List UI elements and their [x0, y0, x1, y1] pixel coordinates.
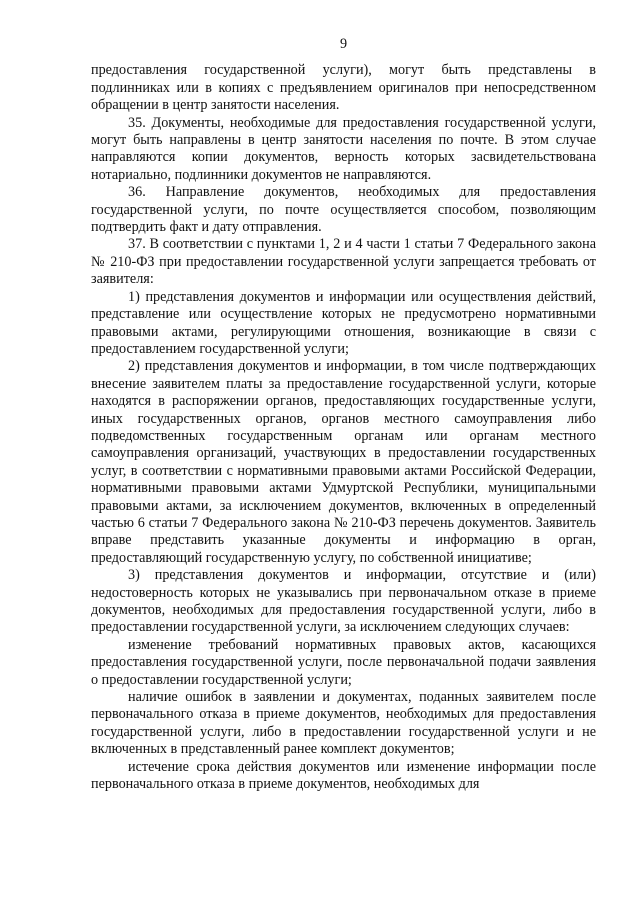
- exception-case-2: наличие ошибок в заявлении и документах, поданных заявителем после первоначального отказа в приеме документов, необходимых для предоставления государственной услуги, либо в предоставлении государственной услуги и не включенных в представленный ранее комплект документов;: [91, 689, 596, 758]
- paragraph-36: 36. Направление документов, необходимых для предоставления государственной услуги, по почте осуществляется способом, позволяющим подтвердить факт и дату отправления.: [91, 184, 596, 236]
- paragraph-37-item-1: 1) представления документов и информации или осуществления действий, представление или осуществление которых не предусмотрено нормативными правовыми актами, регулирующими отношения, возникающие в связи с предоставлением государственной услуги;: [91, 288, 596, 357]
- exception-case-1: изменение требований нормативных правовых актов, касающихся предоставления государственной услуги, после первоначальной подачи заявления о предоставлении государственной услуги;: [91, 636, 596, 688]
- paragraph-37-item-3: 3) представления документов и информации, отсутствие и (или) недостоверность которых не указывались при первоначальном отказе в приеме документов, необходимых для предоставления государственной услуги, либо в предоставлении государственной услуги, за исключением следующих случаев:: [91, 567, 596, 636]
- paragraph-35: 35. Документы, необходимые для предоставления государственной услуги, могут быть направлены в центр занятости населения по почте. В этом случае направляются копии документов, верность которых засвидетельствована нотариально, подлинники документов не направляются.: [91, 114, 596, 183]
- exception-case-3: истечение срока действия документов или изменение информации после первоначального отказа в приеме документов, необходимых для: [91, 758, 596, 793]
- paragraph-continuation: предоставления государственной услуги), могут быть представлены в подлинниках или в копиях с предъявлением оригиналов при непосредственном обращении в центр занятости населения.: [91, 62, 596, 114]
- document-page: [91, 36, 596, 793]
- page-number: 9: [339, 36, 348, 52]
- paragraph-37-item-2: 2) представления документов и информации, в том числе подтверждающих внесение заявителем платы за предоставление государственной услуги, которые находятся в распоряжении органов, предоставляющих государственные услуги, иных государственных органов, органов местного самоуправления либо подведомственных государственным органам или органам местного самоуправления организаций, участвующих в предоставлении государственных услуг, в соответствии с нормативными правовыми актами Российской Федерации, нормативными правовыми актами Удмуртской Республики, муниципальными правовыми актами, за исключением документов, включенных в определенный частью 6 статьи 7 Федерального закона № 210-ФЗ перечень документов. Заявитель вправе представить указанные документы и информацию в орган, предоставляющий государственную услугу, по собственной инициативе;: [91, 358, 596, 566]
- paragraph-37: 37. В соответствии с пунктами 1, 2 и 4 части 1 статьи 7 Федерального закона № 210-ФЗ при предоставлении государственной услуги запрещается требовать от заявителя:: [91, 236, 596, 288]
